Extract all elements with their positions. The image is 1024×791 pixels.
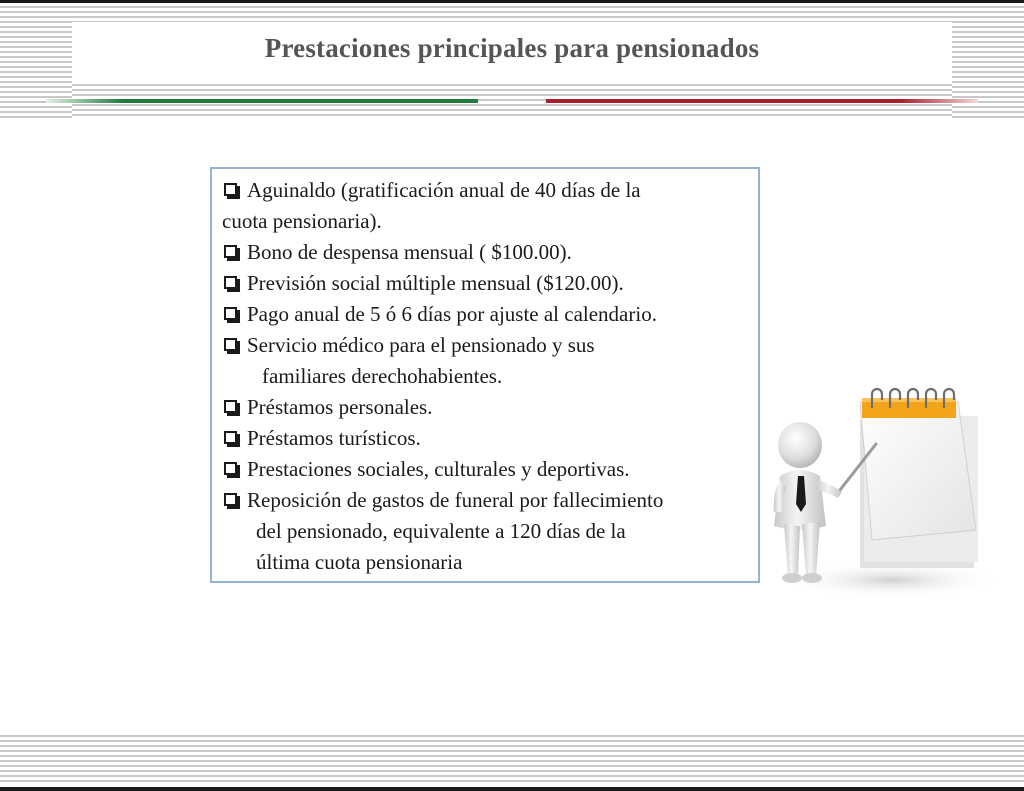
- checkbox-bullet-icon: [224, 462, 237, 475]
- item-text: Préstamos personales.: [247, 395, 433, 419]
- item-text-continued: del pensionado, equivalente a 120 días de la: [256, 519, 626, 543]
- checkbox-bullet-icon: [224, 431, 237, 444]
- item-text: Servicio médico para el pensionado y sus: [247, 333, 595, 357]
- list-item: [222, 485, 750, 578]
- item-text: Prestaciones sociales, culturales y deportivas.: [247, 457, 630, 481]
- item-text: Previsión social múltiple mensual ($120.00).: [247, 271, 624, 295]
- calendar-board-icon: [860, 389, 978, 568]
- benefits-list: [210, 167, 760, 583]
- item-text: Préstamos turísticos.: [247, 426, 421, 450]
- red-rule: [546, 99, 978, 103]
- header-stripes-top: [72, 6, 952, 22]
- bottom-border: [0, 787, 1024, 791]
- checkbox-bullet-icon: [224, 400, 237, 413]
- footer-stripes: [0, 735, 1024, 785]
- item-text: Pago anual de 5 ó 6 días por ajuste al calendario.: [247, 302, 657, 326]
- top-border: [0, 0, 1024, 3]
- list-item: [222, 237, 750, 268]
- list-item: [222, 392, 750, 423]
- green-rule: [46, 99, 478, 103]
- checkbox-bullet-icon: [224, 338, 237, 351]
- list-item: [222, 175, 750, 237]
- list-item: [222, 454, 750, 485]
- item-text: Bono de despensa mensual ( $100.00).: [247, 240, 572, 264]
- checkbox-bullet-icon: [224, 307, 237, 320]
- item-text-continued: cuota pensionaria).: [222, 209, 382, 233]
- list-item: [222, 423, 750, 454]
- slide-title: Prestaciones principales para pensionados: [264, 33, 760, 63]
- presenter-illustration: [762, 380, 998, 612]
- item-text: Reposición de gastos de funeral por fallecimiento: [247, 488, 664, 512]
- checkbox-bullet-icon: [224, 493, 237, 506]
- item-text-continued: última cuota pensionaria: [256, 550, 463, 574]
- item-text: Aguinaldo (gratificación anual de 40 días de la: [247, 178, 641, 202]
- checkbox-bullet-icon: [224, 245, 237, 258]
- presenter-figure-icon: [774, 422, 842, 583]
- item-text-continued: familiares derechohabientes.: [262, 364, 503, 388]
- list-item: [222, 299, 750, 330]
- checkbox-bullet-icon: [224, 183, 237, 196]
- list-item: [222, 330, 750, 392]
- list-item: [222, 268, 750, 299]
- checkbox-bullet-icon: [224, 276, 237, 289]
